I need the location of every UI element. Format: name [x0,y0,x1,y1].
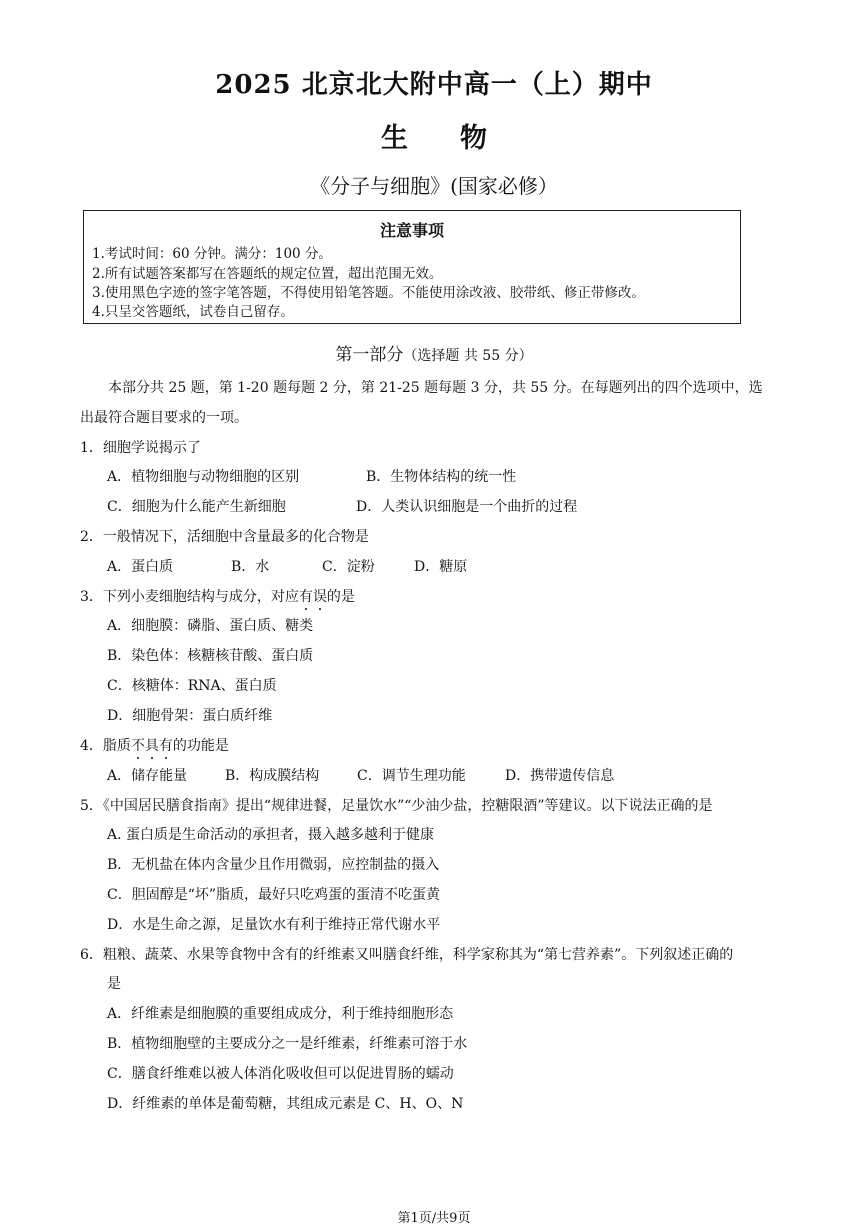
option-c: C．胆固醇是“坏”脂质，最好只吃鸡蛋的蛋清不吃蛋黄 [107,887,441,903]
option-a: A．纤维素是细胞膜的重要组成成分，利于维持细胞形态 [107,1006,454,1022]
option-a: A．植物细胞与动物细胞的区别 [107,469,300,485]
stem-text: 4．脂质 [80,738,131,754]
option-d: D．细胞骨架：蛋白质纤维 [107,708,273,724]
page-number: 第1页/共9页 [397,1211,471,1226]
section-intro-line1: 本部分共 25 题，第 1-20 题每题 2 分，第 21-25 题每题 3 分，共 55 分。在每题列出的四个选项中，选 [108,380,763,396]
option-b: B．水 [231,559,270,575]
emphasis-char: 有 [159,735,173,755]
emphasis-char: 误 [313,586,327,606]
emphasis-char: 具 [145,735,159,755]
question-stem [80,735,229,755]
section-intro-line2: 出最符合题目要求的一项。 [80,410,248,426]
option-c: C．核糖体：RNA、蛋白质 [107,678,277,694]
option-b: B．构成膜结构 [225,768,320,784]
question-stem: 1．细胞学说揭示了 [80,440,201,456]
option-d: D．纤维素的单体是葡萄糖，其组成元素是 C、H、O、N [107,1096,464,1112]
stem-text: 的是 [326,589,355,605]
question-stem-cont: 是 [107,976,121,992]
emphasis-char: 有 [299,586,313,606]
notice-line: 3.使用黑色字迹的签字笔答题，不得使用铅笔答题。不能使用涂改液、胶带纸、修正带修改。 [92,285,645,301]
option-c: C．细胞为什么能产生新细胞 [107,499,286,515]
notice-box [83,210,741,324]
question-stem: 2．一般情况下，活细胞中含量最多的化合物是 [80,529,369,545]
exam-title: 2025 北京北大附中高一（上）期中 [215,70,653,100]
notice-line: 4.只呈交答题纸，试卷自己留存。 [92,304,294,320]
option-d: D．糖原 [414,559,468,575]
notice-line: 2.所有试题答案都写在答题纸的规定位置，超出范围无效。 [92,266,443,282]
question-stem [80,586,355,606]
option-c: C．淀粉 [322,559,375,575]
option-b: B．染色体：核糖核苷酸、蛋白质 [107,648,314,664]
stem-text: 3．下列小麦细胞结构与成分，对应 [80,589,299,605]
option-c: C．调节生理功能 [357,768,466,784]
notice-line: 1.考试时间：60 分钟。满分：100 分。 [92,246,332,262]
section-heading [0,340,868,365]
option-b: B．生物体结构的统一性 [366,469,517,485]
notice-title: 注意事项 [379,221,444,240]
option-b: B．植物细胞壁的主要成分之一是纤维素，纤维素可溶于水 [107,1036,468,1052]
option-d: D．人类认识细胞是一个曲折的过程 [356,499,578,515]
section-note: （选择题 共 55 分） [403,348,533,364]
option-c: C．膳食纤维难以被人体消化吸收但可以促进胃肠的蠕动 [107,1066,454,1082]
section-title: 第一部分 [335,345,404,365]
question-stem: 5．《中国居民膳食指南》提出“规律进餐，足量饮水”“少油少盐，控糖限酒”等建议。以下说法正确的是 [80,798,713,814]
module-title: 《分子与细胞》(国家必修） [310,174,558,198]
option-d: D．水是生命之源，足量饮水有利于维持正常代谢水平 [107,917,441,933]
question-stem: 6．粗粮、蔬菜、水果等食物中含有的纤维素又叫膳食纤维，科学家称其为“第七营养素”。下列叙述正确的 [80,947,734,963]
emphasis-char: 不 [131,735,145,755]
option-a: A．细胞膜：磷脂、蛋白质、糖类 [107,618,314,634]
option-a: A．储存能量 [107,768,188,784]
option-a: A. 蛋白质是生命活动的承担者，摄入越多越利于健康 [107,827,435,843]
subject-title: 生物 [381,123,539,154]
option-d: D．携带遗传信息 [505,768,615,784]
stem-text: 的功能是 [172,738,229,754]
option-a: A．蛋白质 [107,559,174,575]
option-b: B．无机盐在体内含量少且作用微弱，应控制盐的摄入 [107,857,440,873]
